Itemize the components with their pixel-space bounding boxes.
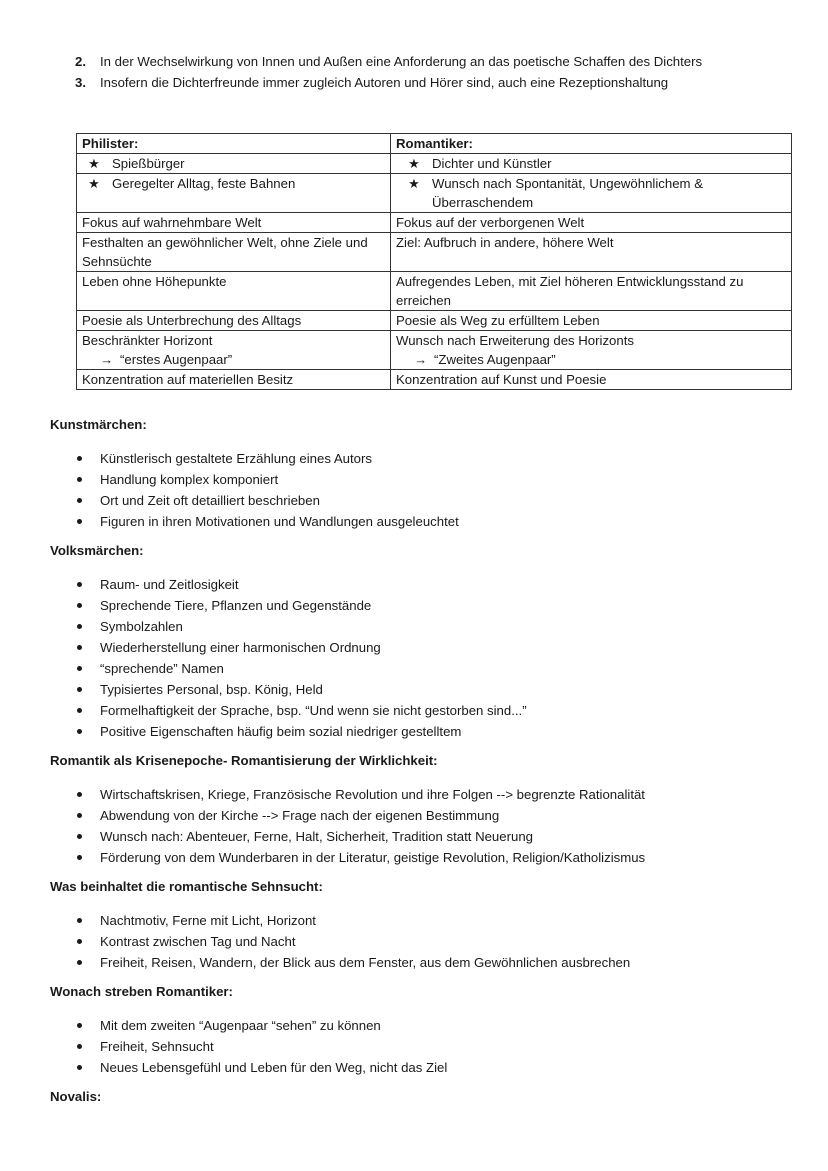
bullet-icon <box>77 708 82 713</box>
comparison-table <box>76 133 792 390</box>
bullet-icon <box>77 687 82 692</box>
table-row <box>77 213 792 233</box>
section-novalis <box>50 1087 810 1107</box>
list-item: Neues Lebensgefühl und Leben für den Weg, nicht das Ziel <box>50 1057 810 1078</box>
cell-text: Poesie als Weg zu erfülltem Leben <box>391 311 792 331</box>
table-row <box>77 272 792 311</box>
list-item: Positive Eigenschaften häufig beim sozial niedriger gestelltem <box>50 721 810 742</box>
cell-subtext: “erstes Augenpaar” <box>120 352 233 367</box>
section-heading: Volksmärchen: <box>50 543 144 558</box>
cell-text: Konzentration auf materiellen Besitz <box>77 370 391 390</box>
list-item: Abwendung von der Kirche --> Frage nach der eigenen Bestimmung <box>50 805 810 826</box>
cell-text: Geregelter Alltag, feste Bahnen <box>112 176 296 191</box>
cell-text: Wunsch nach Spontanität, Ungewöhnlichem & Überraschendem <box>432 176 703 210</box>
cell-text: Spießbürger <box>112 156 185 171</box>
cell-text: Fokus auf wahrnehmbare Welt <box>77 213 391 233</box>
item-number: 3. <box>75 75 86 90</box>
section-heading: Was beinhaltet die romantische Sehnsucht: <box>50 879 323 894</box>
section-romantische-sehnsucht <box>50 877 810 973</box>
item-text: In der Wechselwirkung von Innen und Außen eine Anforderung an das poetische Schaffen des Dichters <box>100 54 703 69</box>
bullet-list <box>50 574 810 742</box>
bullet-list <box>50 910 810 973</box>
list-item: Wirtschaftskrisen, Kriege, Französische Revolution und ihre Folgen --> begrenzte Rationalität <box>50 784 810 805</box>
section-wonach-streben <box>50 982 810 1078</box>
cell-text: Dichter und Künstler <box>432 156 552 171</box>
list-item: Freiheit, Reisen, Wandern, der Blick aus dem Fenster, aus dem Gewöhnlichen ausbrechen <box>50 952 810 973</box>
list-item: Wiederherstellung einer harmonischen Ordnung <box>50 637 810 658</box>
section-heading: Wonach streben Romantiker: <box>50 984 233 999</box>
header-philister: Philister: <box>77 134 391 154</box>
cell-text: Poesie als Unterbrechung des Alltags <box>77 311 391 331</box>
star-icon: ★ <box>408 156 420 171</box>
numbered-item <box>75 51 795 72</box>
bullet-icon <box>77 645 82 650</box>
table-row <box>77 331 792 370</box>
section-heading: Kunstmärchen: <box>50 417 147 432</box>
item-text: Insofern die Dichterfreunde immer zugleich Autoren und Hörer sind, auch eine Rezeptionshaltung <box>100 75 669 90</box>
bullet-icon <box>77 498 82 503</box>
cell-text: Beschränkter Horizont <box>82 333 213 348</box>
bullet-icon <box>77 1065 82 1070</box>
bullet-icon <box>77 855 82 860</box>
star-icon: ★ <box>88 176 100 191</box>
cell-text: Aufregendes Leben, mit Ziel höheren Entwicklungsstand zu erreichen <box>391 272 792 311</box>
bullet-icon <box>77 729 82 734</box>
bullet-icon <box>77 1044 82 1049</box>
bullet-icon <box>77 624 82 629</box>
list-item: Mit dem zweiten “Augenpaar “sehen” zu können <box>50 1015 810 1036</box>
list-item: Künstlerisch gestaltete Erzählung eines Autors <box>50 448 810 469</box>
list-item: Freiheit, Sehnsucht <box>50 1036 810 1057</box>
cell-subtext: “Zweites Augenpaar” <box>434 352 556 367</box>
bullet-icon <box>77 813 82 818</box>
list-item: Ort und Zeit oft detailliert beschrieben <box>50 490 810 511</box>
list-item: Sprechende Tiere, Pflanzen und Gegenstände <box>50 595 810 616</box>
bullet-list <box>50 1015 810 1078</box>
list-item: Figuren in ihren Motivationen und Wandlungen ausgeleuchtet <box>50 511 810 532</box>
list-item: Symbolzahlen <box>50 616 810 637</box>
list-item: Formelhaftigkeit der Sprache, bsp. “Und wenn sie nicht gestorben sind...” <box>50 700 810 721</box>
bullet-icon <box>77 834 82 839</box>
bullet-icon <box>77 792 82 797</box>
item-number: 2. <box>75 54 86 69</box>
list-item: Kontrast zwischen Tag und Nacht <box>50 931 810 952</box>
list-item: Typisiertes Personal, bsp. König, Held <box>50 679 810 700</box>
numbered-item <box>75 72 795 93</box>
bullet-icon <box>77 939 82 944</box>
table-row <box>77 311 792 331</box>
bullet-icon <box>77 519 82 524</box>
list-item: Raum- und Zeitlosigkeit <box>50 574 810 595</box>
list-item: “sprechende” Namen <box>50 658 810 679</box>
star-icon: ★ <box>408 176 420 191</box>
bullet-icon <box>77 666 82 671</box>
list-item: Handlung komplex komponiert <box>50 469 810 490</box>
table-row <box>77 174 792 213</box>
bullet-icon <box>77 1023 82 1028</box>
list-item: Wunsch nach: Abenteuer, Ferne, Halt, Sicherheit, Tradition statt Neuerung <box>50 826 810 847</box>
arrow-right-icon: → <box>100 352 114 367</box>
list-item: Förderung von dem Wunderbaren in der Literatur, geistige Revolution, Religion/Katholizismus <box>50 847 810 868</box>
section-heading: Romantik als Krisenepoche- Romantisierung der Wirklichkeit: <box>50 753 438 768</box>
bullet-icon <box>77 477 82 482</box>
cell-text: Wunsch nach Erweiterung des Horizonts <box>396 333 634 348</box>
section-romantik-krisenepoche <box>50 751 810 868</box>
arrow-right-icon: → <box>414 352 428 367</box>
section-kunstmaerchen <box>50 415 810 532</box>
table-row <box>77 233 792 272</box>
bullet-icon <box>77 603 82 608</box>
cell-text: Konzentration auf Kunst und Poesie <box>391 370 792 390</box>
bullet-icon <box>77 582 82 587</box>
bullet-icon <box>77 960 82 965</box>
cell-text: Fokus auf der verborgenen Welt <box>391 213 792 233</box>
bullet-list <box>50 448 810 532</box>
list-item: Nachtmotiv, Ferne mit Licht, Horizont <box>50 910 810 931</box>
section-volksmaerchen <box>50 541 810 742</box>
table-header-row <box>77 134 792 154</box>
bullet-list <box>50 784 810 868</box>
numbered-list <box>75 51 795 93</box>
section-heading: Novalis: <box>50 1089 102 1104</box>
cell-text: Leben ohne Höhepunkte <box>77 272 391 311</box>
star-icon: ★ <box>88 156 100 171</box>
cell-text: Ziel: Aufbruch in andere, höhere Welt <box>391 233 792 272</box>
table-row <box>77 154 792 174</box>
bullet-icon <box>77 456 82 461</box>
cell-text: Festhalten an gewöhnlicher Welt, ohne Ziele und Sehnsüchte <box>77 233 391 272</box>
header-romantiker: Romantiker: <box>391 134 792 154</box>
bullet-icon <box>77 918 82 923</box>
table-row <box>77 370 792 390</box>
